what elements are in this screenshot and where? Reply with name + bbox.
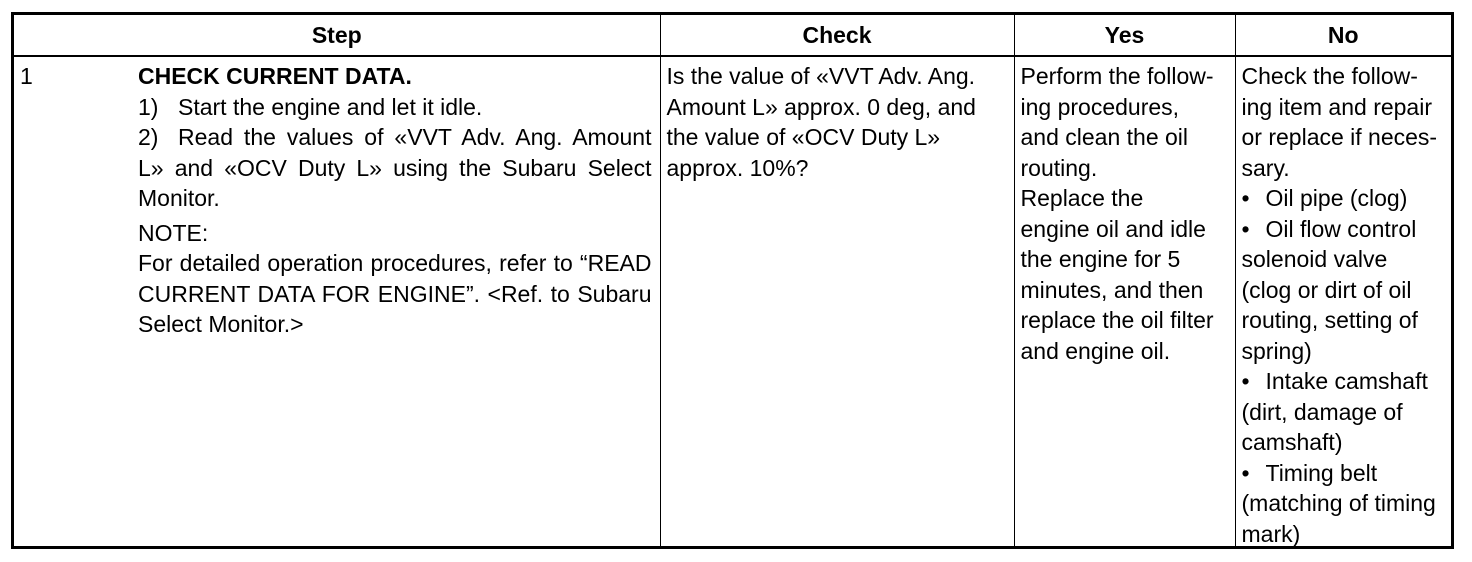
step-item-2 — [138, 122, 652, 214]
bullet-continuation: routing, setting of — [1241, 307, 1418, 333]
header-yes: Yes — [1014, 15, 1235, 56]
step-item-number: 1) — [138, 93, 159, 120]
step-number: 1 — [20, 63, 33, 89]
bullet-continuation: camshaft) — [1241, 429, 1343, 455]
yes-line: and clean the oil — [1020, 124, 1189, 150]
no-bullet-item — [1242, 458, 1446, 489]
no-bullet-item — [1242, 214, 1446, 245]
diagnostic-table-frame — [11, 12, 1454, 549]
check-text: Is the value of «VVT Adv. Ang. Amount L» approx. 0 deg, and the value of «OCV Duty L» approx. 10%? — [666, 63, 976, 181]
no-intro-line: Check the follow- — [1241, 63, 1418, 89]
note-label: NOTE: — [138, 219, 209, 246]
no-intro-line: sary. — [1241, 154, 1290, 181]
bullet-icon: • — [1241, 215, 1250, 242]
yes-line: ing procedures, — [1020, 93, 1180, 120]
bullet-icon: • — [1241, 368, 1250, 394]
yes-line: Replace the — [1020, 185, 1144, 211]
no-bullet-item — [1242, 183, 1446, 214]
bullet-continuation: (clog or dirt of oil — [1241, 276, 1412, 303]
table-row — [14, 56, 1451, 549]
yes-line: engine oil and idle — [1020, 215, 1206, 242]
bullet-icon: • — [1241, 459, 1250, 486]
yes-line: routing. — [1020, 154, 1098, 181]
step-body — [138, 61, 652, 340]
bullet-continuation: (dirt, damage of — [1241, 398, 1403, 425]
yes-line: Perform the follow- — [1020, 63, 1214, 89]
no-intro-line: ing item and repair — [1241, 93, 1432, 120]
step-item-1 — [138, 92, 652, 123]
step-item-text: Start the engine and let it idle. — [178, 93, 483, 120]
bullet-continuation: solenoid valve — [1241, 246, 1388, 272]
note-text: For detailed operation procedures, refer to “READ CURRENT DATA FOR ENGINE”. <Ref. to Subaru Select Monitor.> — [138, 250, 652, 337]
step-title: CHECK CURRENT DATA. — [138, 63, 412, 89]
yes-line: minutes, and then — [1020, 276, 1204, 303]
header-check: Check — [660, 15, 1014, 56]
bullet-continuation: spring) — [1241, 337, 1312, 364]
yes-line: and engine oil. — [1020, 337, 1171, 364]
bullet-head: Oil flow control — [1265, 215, 1417, 242]
no-intro-line: or replace if neces- — [1241, 124, 1438, 150]
bullet-head: Oil pipe (clog) — [1265, 185, 1408, 211]
step-item-text: Read the values of «VVT Adv. Ang. Amount L» and «OCV Duty L» using the Subaru Select Monitor. — [138, 124, 652, 211]
yes-line: replace the oil filter — [1020, 307, 1214, 333]
bullet-head: Timing belt — [1265, 459, 1378, 486]
yes-cell — [1014, 56, 1235, 549]
step-item-number: 2) — [138, 124, 159, 150]
header-no: No — [1235, 15, 1451, 56]
header-row — [14, 15, 1451, 56]
bullet-icon: • — [1241, 185, 1250, 211]
bullet-continuation: mark) — [1241, 520, 1301, 547]
diagnostic-table — [14, 15, 1451, 549]
check-cell — [660, 56, 1014, 549]
bullet-head: Intake camshaft — [1265, 368, 1428, 394]
header-step: Step — [14, 15, 660, 56]
yes-line: the engine for 5 — [1020, 246, 1181, 272]
bullet-continuation: (matching of timing — [1241, 490, 1436, 516]
step-cell — [14, 56, 660, 549]
no-cell — [1235, 56, 1451, 549]
no-bullet-item — [1242, 366, 1446, 397]
